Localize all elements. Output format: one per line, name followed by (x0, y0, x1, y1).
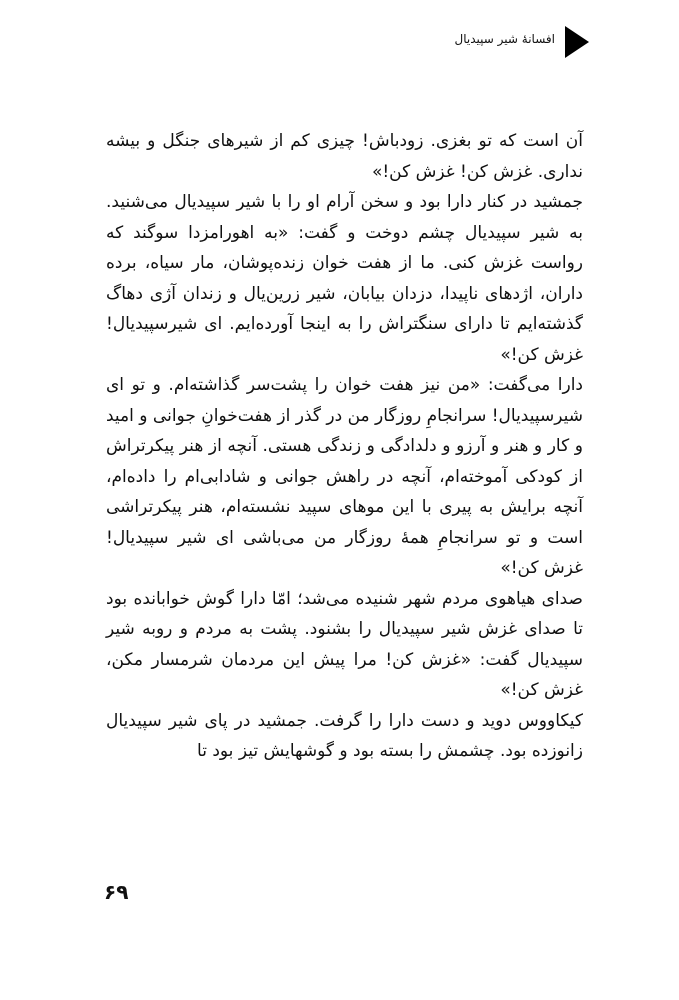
running-head-title: افسانهٔ شیر سپیدیال (454, 32, 555, 46)
paragraph: صدای هیاهوی مردم شهر شنیده می‌شد؛ امّا دارا گوش خوابانده بود تا صدای غزش شیر سپیدیال را بشنود. پشت به مردم و روبه شیر سپیدیال گفت: «غزش کن! مرا پیش این مردمان شرمسار مکن، غزش کن!» (106, 588, 583, 700)
paragraph: کیکاووس دوید و دست دارا را گرفت. جمشید در پای شیر سپیدیال زانوزده بود. چشمش را بسته بود و گوشهایش تیز بود تا (106, 710, 583, 761)
running-head (90, 22, 589, 62)
paragraph: جمشید در کنار دارا بود و سخن آرام او را با شیر سپیدیال می‌شنید. به شیر سپیدیال چشم دوخت و گفت: «به اهورامزدا سوگند که رواست غزش کنی. ما از هفت خوان زنده‌پوشان، مار سیاه، برده داران، اژدهای ناپیدا، دزدان بیابان، شیر زرین‌یال و زندان آژی دهاگ گذشته‌ایم تا دارای سنگتراش را به اینجا آورده‌ایم. ای شیرسپیدیال! غزش کن!» (106, 192, 583, 365)
body-text (106, 126, 583, 767)
paragraph: آن است که تو بغزی. زودباش! چیزی کم از شیرهای جنگل و بیشه نداری. غزش کن! غزش کن!» (106, 131, 583, 182)
triangle-marker-icon (565, 26, 589, 58)
paragraph: دارا می‌گفت: «من نیز هفت خوان را پشت‌سر گذاشته‌ام. و تو ای شیرسپیدیال! سرانجامِ روزگار من در گذر از هفت‌خوانِ جوانی و امید و کار و هنر و آرزو و دلدادگی و زندگی هستی. آنچه از هنر پیکرتراش از کودکی آموخته‌ام، آنچه در راهش جوانی و شادابی‌ام را داده‌ام، آنچه برایش به پیری با این موهای سپید نشسته‌ام، هنر پیکرتراشی است و تو سرانجامِ همهٔ روزگار من می‌باشی ای شیر سپیدیال! غزش کن!» (106, 375, 583, 578)
page-number: ۶۹ (104, 880, 129, 904)
